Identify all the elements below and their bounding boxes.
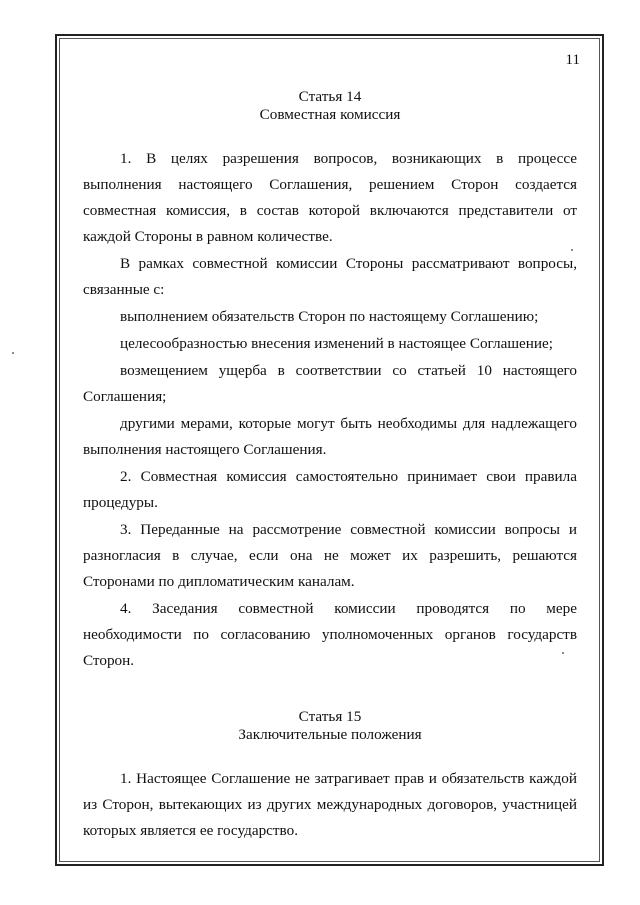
article-14-list-item: целесообразностью внесения изменений в настоящее Соглашение;	[120, 335, 553, 352]
article-15-paragraph: 1. Настоящее Соглашение не затрагивает прав и обязательств каждой из Сторон, вытекающих из других международных договоров, участницей которых является ее государство.	[83, 770, 577, 839]
article-14-title: Статья 14	[298, 88, 362, 105]
article-14-paragraph: 3. Переданные на рассмотрение совместной комиссии вопросы и разногласия в случае, если она не может их разрешить, решаются Сторонами по дипломатическим каналам.	[83, 521, 577, 590]
article-14-list-item: другими мерами, которые могут быть необходимы для надлежащего выполнения настоящего Соглашения.	[83, 415, 577, 458]
article-14-paragraph: 4. Заседания совместной комиссии проводятся по мере необходимости по согласованию уполномоченных органов государств Сторон.	[83, 600, 577, 669]
scan-speck	[12, 352, 14, 354]
scan-speck	[571, 249, 573, 251]
scan-speck	[562, 652, 564, 654]
document-body	[83, 88, 577, 844]
article-15-title: Статья 15	[298, 708, 362, 725]
article-14-list-item: возмещением ущерба в соответствии со статьей 10 настоящего Соглашения;	[83, 362, 577, 405]
article-14-subtitle: Совместная комиссия	[259, 106, 401, 123]
article-14-paragraph: В рамках совместной комиссии Стороны рассматривают вопросы, связанные с:	[83, 255, 577, 298]
article-14-list-item: выполнением обязательств Сторон по настоящему Соглашению;	[120, 308, 539, 325]
article-14-paragraph: 2. Совместная комиссия самостоятельно принимает свои правила процедуры.	[83, 468, 577, 511]
article-14-paragraph: 1. В целях разрешения вопросов, возникающих в процессе выполнения настоящего Соглашения, решением Сторон создается совместная комиссия, в состав которой включаются представители от каждой Стороны в равном количестве.	[83, 150, 577, 245]
article-15-subtitle: Заключительные положения	[238, 726, 422, 743]
page-number: 11	[565, 52, 580, 68]
